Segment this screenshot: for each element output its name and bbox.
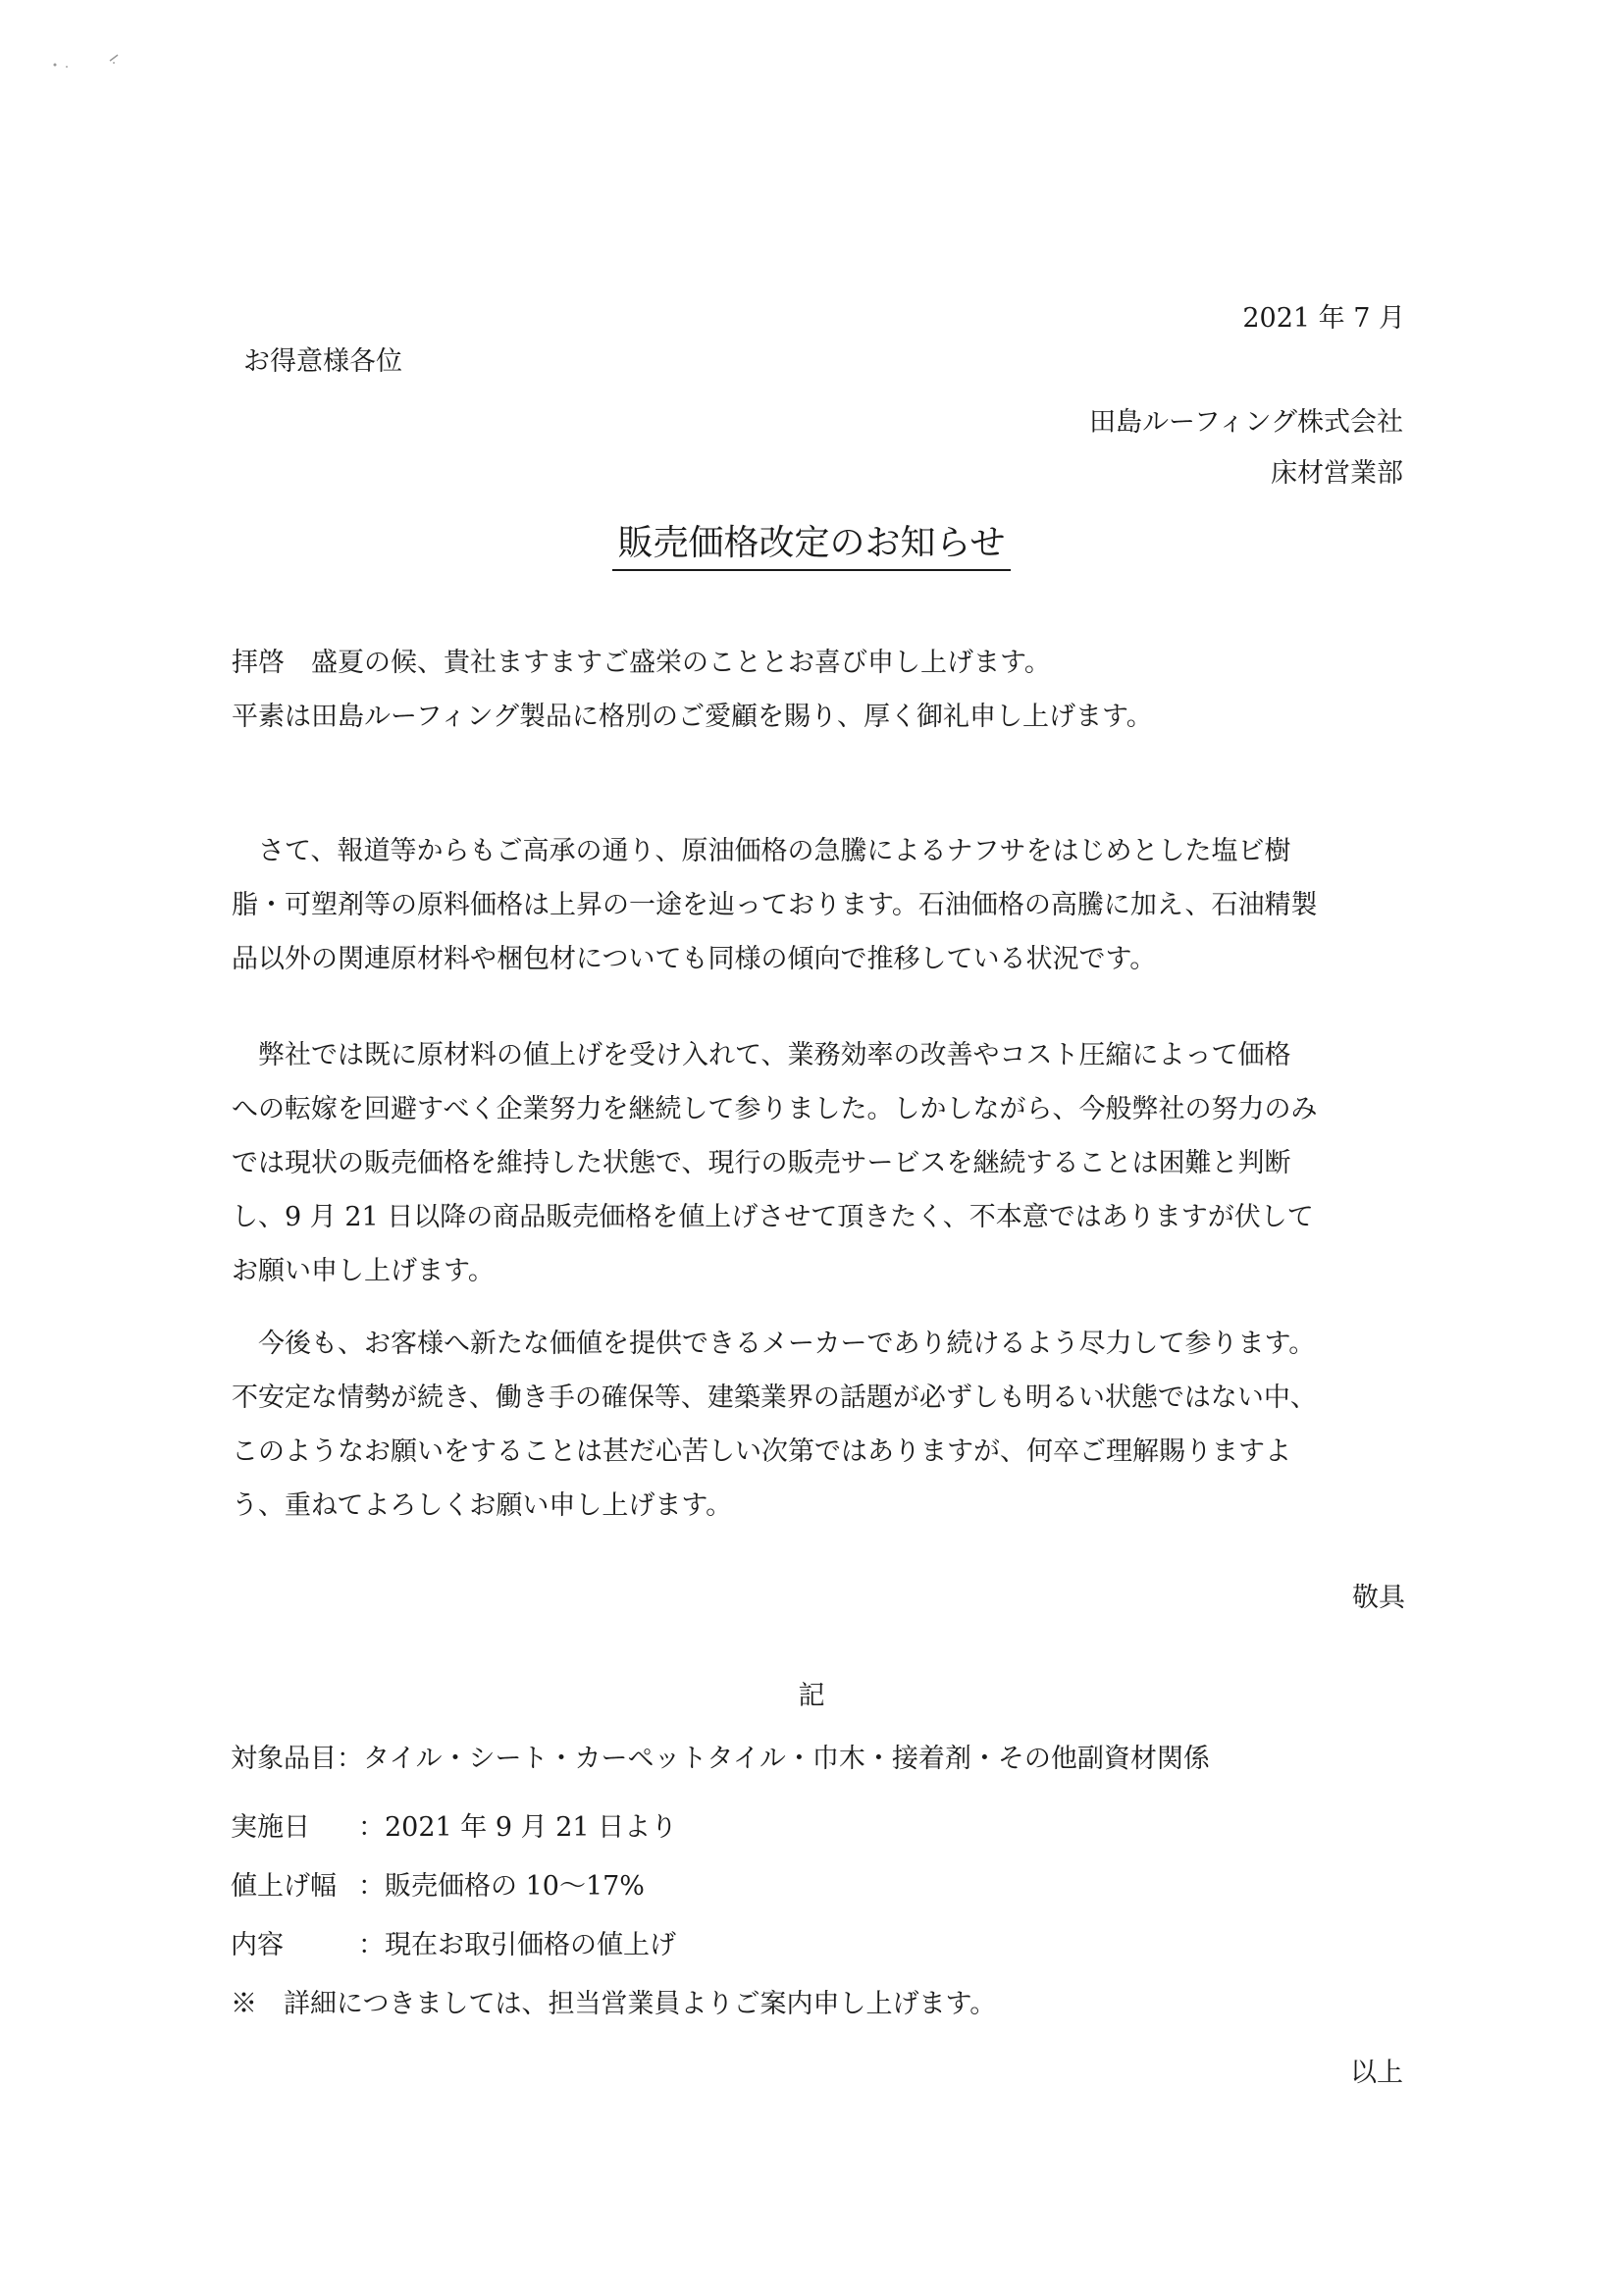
item-increase-range [231, 1864, 645, 1903]
greeting-line-2: 平素は田島ルーフィング製品に格別のご愛顧を賜り、厚く御礼申し上げます。 [232, 702, 1153, 732]
greeting-line-1: 拝啓 盛夏の候、貴社ますますご盛栄のこととお喜び申し上げます。 [232, 648, 1051, 678]
body-paragraph-2 [232, 1028, 1405, 1298]
ki-heading: 記 [798, 1681, 825, 1711]
paragraph-line: さて、報道等からもご高承の通り、原油価格の急騰によるナフサをはじめとした塩ビ樹 [232, 836, 1291, 866]
item-note: ※ 詳細につきましては、担当営業員よりご案内申し上げます。 [231, 1989, 997, 2019]
item-effective-date [231, 1805, 677, 1844]
document-title: 販売価格改定のお知らせ [612, 523, 1012, 571]
paragraph-line: 不安定な情勢が続き、働き手の確保等、建築業界の話題が必ずしも明るい状態ではない中、 [232, 1383, 1317, 1413]
body-paragraph-1 [232, 824, 1405, 986]
closing-keigu: 敬具 [1352, 1583, 1405, 1613]
sender-company: 田島ルーフィング株式会社 [1089, 407, 1403, 438]
item-value: ：現在お取引価格の値上げ [358, 1930, 676, 1960]
body-paragraph-3 [232, 1317, 1405, 1533]
paragraph-line: 脂・可塑剤等の原料価格は上昇の一途を辿っております。石油価格の高騰に加え、石油精製 [232, 890, 1318, 920]
item-value: ：販売価格の 10〜17% [358, 1871, 645, 1902]
paragraph-line: し、9 月 21 日以降の商品販売価格を値上げさせて頂きたく、不本意ではありますが伏して [232, 1202, 1314, 1232]
document-title-wrap [0, 515, 1623, 565]
paragraph-line: お願い申し上げます。 [232, 1256, 495, 1286]
closing-ijo: 以上 [1350, 2058, 1403, 2088]
letter-date: 2021 年 7 月 [1242, 303, 1405, 334]
item-value: ：2021 年 9 月 21 日より [358, 1812, 678, 1843]
sender-department: 床材営業部 [1271, 458, 1403, 489]
paragraph-line: 今後も、お客様へ新たな価値を提供できるメーカーであり続けるよう尽力して参ります。 [232, 1329, 1316, 1359]
scan-speck-mark [49, 51, 128, 71]
item-label: 実施日 [231, 1812, 310, 1843]
item-label: 値上げ幅 [231, 1871, 337, 1902]
paragraph-line: では現状の販売価格を維持した状態で、現行の販売サービスを継続することは困難と判断 [232, 1148, 1291, 1178]
paragraph-line: 品以外の関連原材料や梱包材についても同様の傾向で推移している状況です。 [232, 944, 1157, 974]
paragraph-line: への転嫁を回避すべく企業努力を継続して参りました。しかしながら、今般弊社の努力のみ [232, 1094, 1318, 1124]
paragraph-line: う、重ねてよろしくお願い申し上げます。 [232, 1490, 733, 1521]
item-content [231, 1923, 676, 1961]
paragraph-line: 弊社では既に原材料の値上げを受け入れて、業務効率の改善やコスト圧縮によって価格 [232, 1040, 1291, 1070]
item-label: 内容 [231, 1930, 284, 1960]
paragraph-line: このようなお願いをすることは甚だ心苦しい次第ではありますが、何卒ご理解賜りますよ [232, 1436, 1291, 1467]
recipient: お得意様各位 [243, 346, 402, 377]
item-target-products: 対象品目：タイル・シート・カーペットタイル・巾木・接着剤・その他副資材関係 [231, 1744, 1210, 1774]
